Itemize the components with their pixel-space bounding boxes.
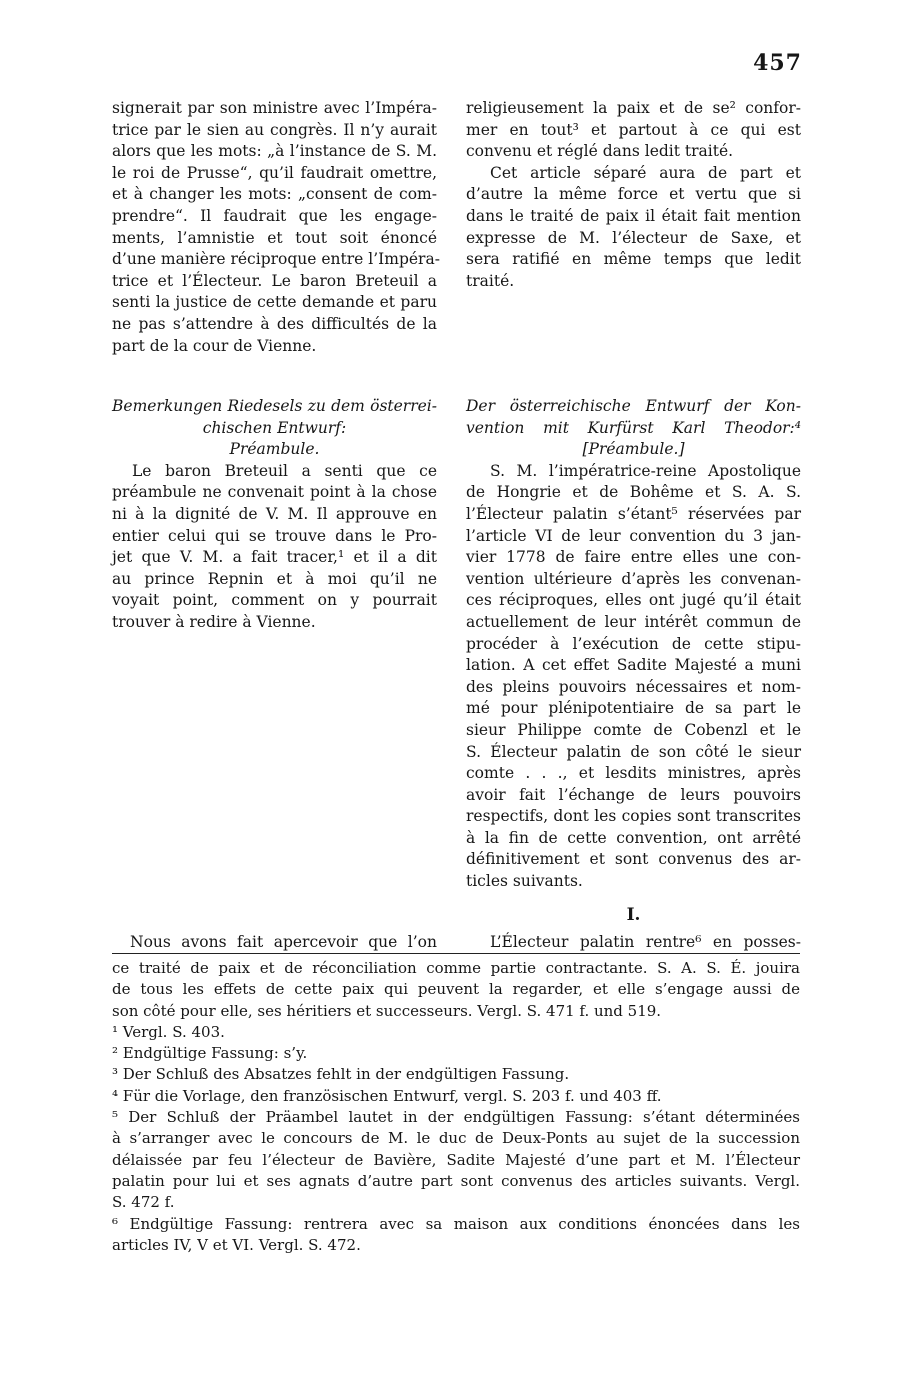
text-line: et à changer les mots: „consent de com-: [112, 185, 437, 204]
section-heading: chischen Entwurf:: [202, 418, 347, 437]
text-line: senti la justice de cette demande et paru: [112, 293, 437, 312]
footnote-line: ⁴ Für die Vorlage, den französischen Entwurf, vergl. S. 203 f. und 403 ff.: [112, 1086, 662, 1105]
text-line: convenu et réglé dans ledit traité.: [466, 142, 734, 161]
text-line: alors que les mots: „à l’instance de S. M.: [112, 142, 437, 161]
footnote-divider: [112, 953, 800, 954]
text-line: ments, l’amnistie et tout soit énoncé: [112, 228, 437, 247]
text-line: ni à la dignité de V. M. Il approuve en: [112, 504, 437, 523]
text-line: trouver à redire à Vienne.: [112, 612, 316, 631]
text-line: dans le traité de paix il était fait mention: [466, 206, 801, 225]
footnote-line: son côté pour elle, ses héritiers et successeurs. Vergl. S. 471 f. und 519.: [112, 1001, 662, 1020]
text-line: trice par le sien au congrès. Il n’y aurait: [112, 120, 437, 139]
text-line: sera ratifié en même temps que ledit: [466, 250, 801, 269]
text-line: respectifs, dont les copies sont transcrites: [466, 807, 801, 826]
text-line: avoir fait l’échange de leurs pouvoirs: [466, 785, 801, 804]
footnote-line: ² Endgültige Fassung: s’y.: [112, 1044, 308, 1063]
text-line: ne pas s’attendre à des difficultés de la: [112, 314, 437, 333]
text-line: Le baron Breteuil a senti que ce: [132, 461, 437, 480]
text-line: de Hongrie et de Bohême et S. A. S.: [466, 483, 801, 502]
text-line: expresse de M. l’électeur de Saxe, et: [466, 228, 801, 247]
text-line: sieur Philippe comte de Cobenzl et le: [466, 720, 801, 739]
text-line: prendre“. Il faudrait que les engage-: [112, 206, 437, 225]
text-line: part de la cour de Vienne.: [112, 336, 317, 355]
text-line: voyait point, comment on y pourrait: [112, 591, 437, 610]
text-line: signerait par son ministre avec l’Impéra-: [112, 99, 437, 117]
text-line: ticles suivants.: [466, 872, 583, 891]
footnote-line: ¹ Vergl. S. 403.: [112, 1022, 225, 1041]
text-line: Cet article séparé aura de part et: [490, 163, 801, 182]
text-line: l’article VI de leur convention du 3 jan-: [466, 526, 801, 545]
text-line: procéder à l’exécution de cette stipu-: [466, 634, 801, 653]
section-heading: Der österreichische Entwurf der Kon-: [466, 397, 801, 415]
footnote-line: de tous les effets de cette paix qui peuvent la regarder, et elle s’engage aussi de: [112, 980, 800, 999]
footnote-line: palatin pour lui et ses agnats d’autre part sont convenus des articles suivants. Vergl.: [112, 1171, 800, 1190]
text-line: comte . . ., et lesdits ministres, après: [466, 764, 801, 783]
footnotes: [112, 958, 800, 1256]
text-line: d’autre la même force et vertu que si: [466, 185, 801, 204]
footnote-line: articles IV, V et VI. Vergl. S. 472.: [112, 1235, 361, 1254]
text-line: mer en tout³ et partout à ce qui est: [466, 120, 801, 139]
text-line: S. M. l’impératrice-reine Apostolique: [490, 461, 801, 480]
footnote-line: ce traité de paix et de réconciliation comme partie contractante. S. A. S. É. jouira: [112, 959, 800, 977]
footnote-line: ³ Der Schluß des Absatzes fehlt in der endgültigen Fassung.: [112, 1065, 570, 1084]
austrian-draft: [466, 396, 801, 893]
text-line: des pleins pouvoirs nécessaires et nom-: [466, 677, 801, 696]
article-heading: I.: [626, 905, 641, 925]
text-line: à la fin de cette convention, ont arrêté: [466, 828, 801, 847]
bottom-left-line: Nous avons fait apercevoir que l’on: [130, 933, 437, 951]
text-line: le roi de Prusse“, qu’il faudrait omettre,: [112, 163, 437, 182]
section-heading: Bemerkungen Riedesels zu dem österrei-: [112, 397, 437, 415]
text-line: S. Électeur palatin de son côté le sieur: [466, 742, 801, 761]
footnote-line: à s’arranger avec le concours de M. le duc de Deux-Ponts au sujet de la succession: [112, 1129, 800, 1148]
text-line: ces réciproques, elles ont jugé qu’il était: [466, 591, 801, 610]
text-line: l’Électeur palatin s’étant⁵ réservées par: [466, 504, 801, 523]
text-line: préambule ne convenait point à la chose: [112, 483, 437, 502]
text-line: trice et l’Électeur. Le baron Breteuil a: [112, 271, 437, 290]
section-heading: [Préambule.]: [582, 440, 685, 459]
text-line: d’une manière réciproque entre l’Impéra-: [112, 250, 440, 269]
footnote-line: S. 472 f.: [112, 1193, 175, 1212]
text-line: mé pour plénipotentiaire de sa part le: [466, 699, 801, 718]
text-line: vier 1778 de faire entre elles une con-: [466, 548, 801, 567]
page-number: 457: [753, 50, 802, 76]
text-line: traité.: [466, 271, 515, 290]
text-line: actuellement de leur intérêt commun de: [466, 612, 801, 631]
text-line: au prince Repnin et à moi qu’il ne: [112, 569, 437, 588]
footnote-line: ⁶ Endgültige Fassung: rentrera avec sa maison aux conditions énoncées dans les: [112, 1214, 800, 1233]
bottom-right-line: L’Électeur palatin rentre⁶ en posses-: [490, 933, 801, 951]
text-line: vention ultérieure d’après les convenan-: [466, 569, 801, 588]
text-line: jet que V. M. a fait tracer,¹ et il a dit: [112, 548, 437, 567]
top-left-text: [112, 98, 440, 357]
text-line: entier celui qui se trouve dans le Pro-: [112, 526, 437, 545]
text-line: religieusement la paix et de se² confor-: [466, 99, 801, 117]
section-heading: Préambule.: [229, 440, 320, 459]
text-line: lation. A cet effet Sadite Majesté a muni: [466, 656, 801, 675]
text-line: définitivement et sont convenus des ar-: [466, 850, 801, 869]
top-right-text: [466, 98, 801, 292]
section-heading: vention mit Kurfürst Karl Theodor:⁴: [466, 418, 801, 437]
riedesel-remarks: [112, 396, 437, 634]
footnote-line: délaissée par feu l’électeur de Bavière, Sadite Majesté d’une part et M. l’Électeur: [112, 1150, 800, 1169]
footnote-line: ⁵ Der Schluß der Präambel lautet in der endgültigen Fassung: s’étant déterminées: [112, 1108, 800, 1127]
